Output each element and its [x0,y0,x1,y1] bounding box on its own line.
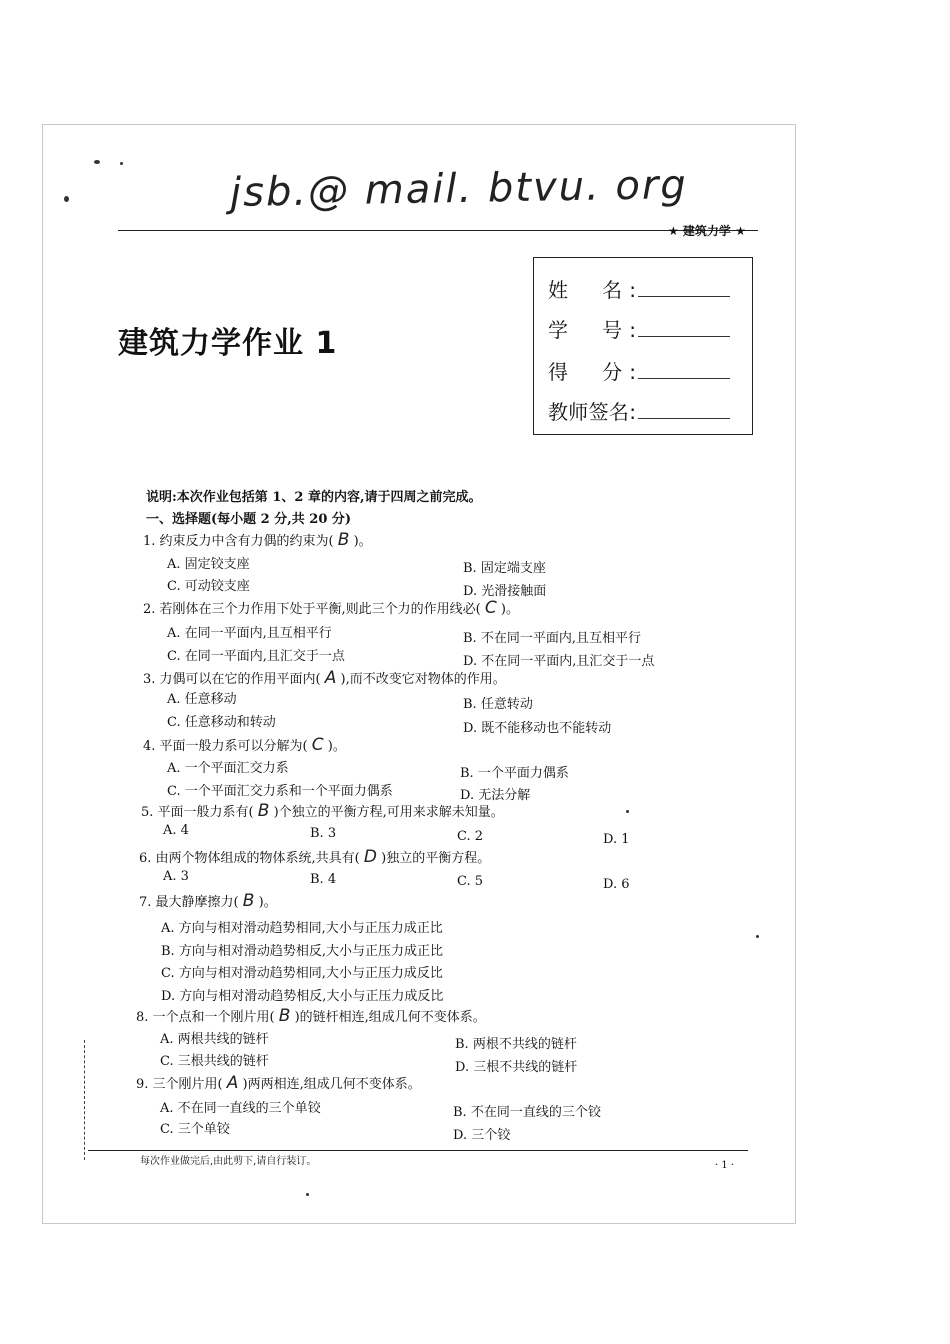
question-5-stem: 5. 平面一般力系有( [141,805,254,820]
handwritten-email: jsb.@ mail. btvu. org [229,162,689,216]
question-5 [141,801,504,821]
question-8 [136,1006,486,1026]
question-8-option-c: C. 三根共线的链杆 [160,1054,269,1069]
question-7-option-c: C. 方向与相对滑动趋势相同,大小与正压力成反比 [161,966,443,981]
student-id-label: 学 号: [548,318,636,342]
question-3 [143,668,506,688]
question-5-option-a: A. 4 [163,823,189,838]
question-3-option-d: D. 既不能移动也不能转动 [463,721,612,736]
cut-line [84,1040,85,1160]
question-3-stem: 3. 力偶可以在它的作用平面内( [143,672,321,687]
question-1-stem: 1. 约束反力中含有力偶的约束为( [143,534,334,549]
scan-speck [306,1193,309,1196]
name-field[interactable] [548,274,730,303]
question-8-answer: B [278,1006,291,1026]
question-5-option-d: D. 1 [603,832,630,847]
question-9-stem: 9. 三个刚片用( [136,1077,223,1092]
question-7-option-a: A. 方向与相对滑动趋势相同,大小与正压力成正比 [161,921,443,936]
question-7-answer: B [242,891,255,911]
question-2 [143,598,519,618]
question-3-answer: A [324,668,337,688]
question-3-option-a: A. 任意移动 [167,692,237,707]
footer-binding-note: 每次作业做完后,由此剪下,请自行装订。 [140,1156,317,1167]
scan-speck [120,162,123,165]
question-8-option-d: D. 三根不共线的链杆 [455,1060,578,1075]
question-3-option-c: C. 任意移动和转动 [167,715,276,730]
question-6-answer: D [363,847,377,867]
question-4-option-a: A. 一个平面汇交力系 [167,761,289,776]
question-5-option-b: B. 3 [310,826,337,841]
question-4-tail: )。 [327,739,346,754]
header-course-tag: ★ 建筑力学 ★ [668,224,746,238]
question-7-tail: )。 [258,895,277,910]
question-4-option-b: B. 一个平面力偶系 [460,766,569,781]
question-8-stem: 8. 一个点和一个刚片用( [136,1010,275,1025]
question-9 [136,1073,421,1093]
question-5-option-c: C. 2 [457,829,484,844]
teacher-signature-field[interactable] [548,396,730,425]
student-id-field[interactable] [548,314,730,343]
instructions-note: 说明:本次作业包括第 1、2 章的内容,请于四周之前完成。 [146,490,482,505]
scan-speck [94,160,100,164]
name-blank[interactable] [638,278,730,297]
question-2-option-a: A. 在同一平面内,且互相平行 [167,626,332,641]
question-6-option-c: C. 5 [457,874,484,889]
question-9-option-a: A. 不在同一直线的三个单铰 [160,1101,321,1116]
name-label: 姓 名: [548,278,636,302]
question-6-option-b: B. 4 [310,872,337,887]
assignment-title: 建筑力学作业 1 [118,326,338,361]
page-number: · 1 · [715,1160,735,1171]
question-9-answer: A [226,1073,239,1093]
question-1 [143,530,372,550]
question-9-option-b: B. 不在同一直线的三个铰 [453,1105,601,1120]
question-6-tail: )独立的平衡方程。 [381,851,491,866]
question-3-option-b: B. 任意转动 [463,697,533,712]
question-8-option-b: B. 两根不共线的链杆 [455,1037,577,1052]
question-6-stem: 6. 由两个物体组成的物体系统,共具有( [139,851,360,866]
question-4 [143,735,346,755]
header-rule [118,230,758,231]
question-8-tail: )的链杆相连,组成几何不变体系。 [294,1010,486,1025]
question-1-option-a: A. 固定铰支座 [167,557,250,572]
question-1-option-b: B. 固定端支座 [463,561,546,576]
question-6-option-d: D. 6 [603,877,630,892]
question-9-tail: )两两相连,组成几何不变体系。 [242,1077,421,1092]
question-8-option-a: A. 两根共线的链杆 [160,1032,269,1047]
question-2-stem: 2. 若刚体在三个力作用下处于平衡,则此三个力的作用线必( [143,602,481,617]
question-9-option-d: D. 三个铰 [453,1128,511,1143]
scan-speck [64,196,69,202]
teacher-signature-label: 教师签名: [548,400,636,424]
question-7-stem: 7. 最大静摩擦力( [139,895,239,910]
score-label: 得 分: [548,360,636,384]
footer-rule [88,1150,748,1151]
student-id-blank[interactable] [638,318,730,337]
question-4-option-d: D. 无法分解 [460,788,531,803]
question-5-tail: )个独立的平衡方程,可用来求解未知量。 [273,805,504,820]
question-1-tail: )。 [353,534,372,549]
question-7-option-b: B. 方向与相对滑动趋势相反,大小与正压力成正比 [161,944,443,959]
question-2-option-c: C. 在同一平面内,且汇交于一点 [167,649,345,664]
question-9-option-c: C. 三个单铰 [160,1122,230,1137]
question-4-stem: 4. 平面一般力系可以分解为( [143,739,308,754]
score-field[interactable] [548,356,730,385]
question-2-tail: )。 [500,602,519,617]
section-heading: 一、选择题(每小题 2 分,共 20 分) [146,512,352,527]
question-6-option-a: A. 3 [163,869,189,884]
question-3-tail: ),而不改变它对物体的作用。 [340,672,506,687]
question-1-option-d: D. 光滑接触面 [463,584,547,599]
scan-speck [756,935,759,938]
scan-speck [626,810,629,813]
question-6 [139,847,490,867]
teacher-signature-blank[interactable] [638,400,730,419]
question-5-answer: B [257,801,270,821]
question-7-option-d: D. 方向与相对滑动趋势相反,大小与正压力成反比 [161,989,444,1004]
question-7 [139,891,277,911]
question-2-option-b: B. 不在同一平面内,且互相平行 [463,631,641,646]
question-4-option-c: C. 一个平面汇交力系和一个平面力偶系 [167,784,393,799]
question-1-answer: B [337,530,350,550]
student-info-box [533,257,753,435]
question-1-option-c: C. 可动铰支座 [167,579,250,594]
question-2-option-d: D. 不在同一平面内,且汇交于一点 [463,654,655,669]
question-2-answer: C [484,598,497,618]
score-blank[interactable] [638,360,730,379]
question-4-answer: C [311,735,324,755]
